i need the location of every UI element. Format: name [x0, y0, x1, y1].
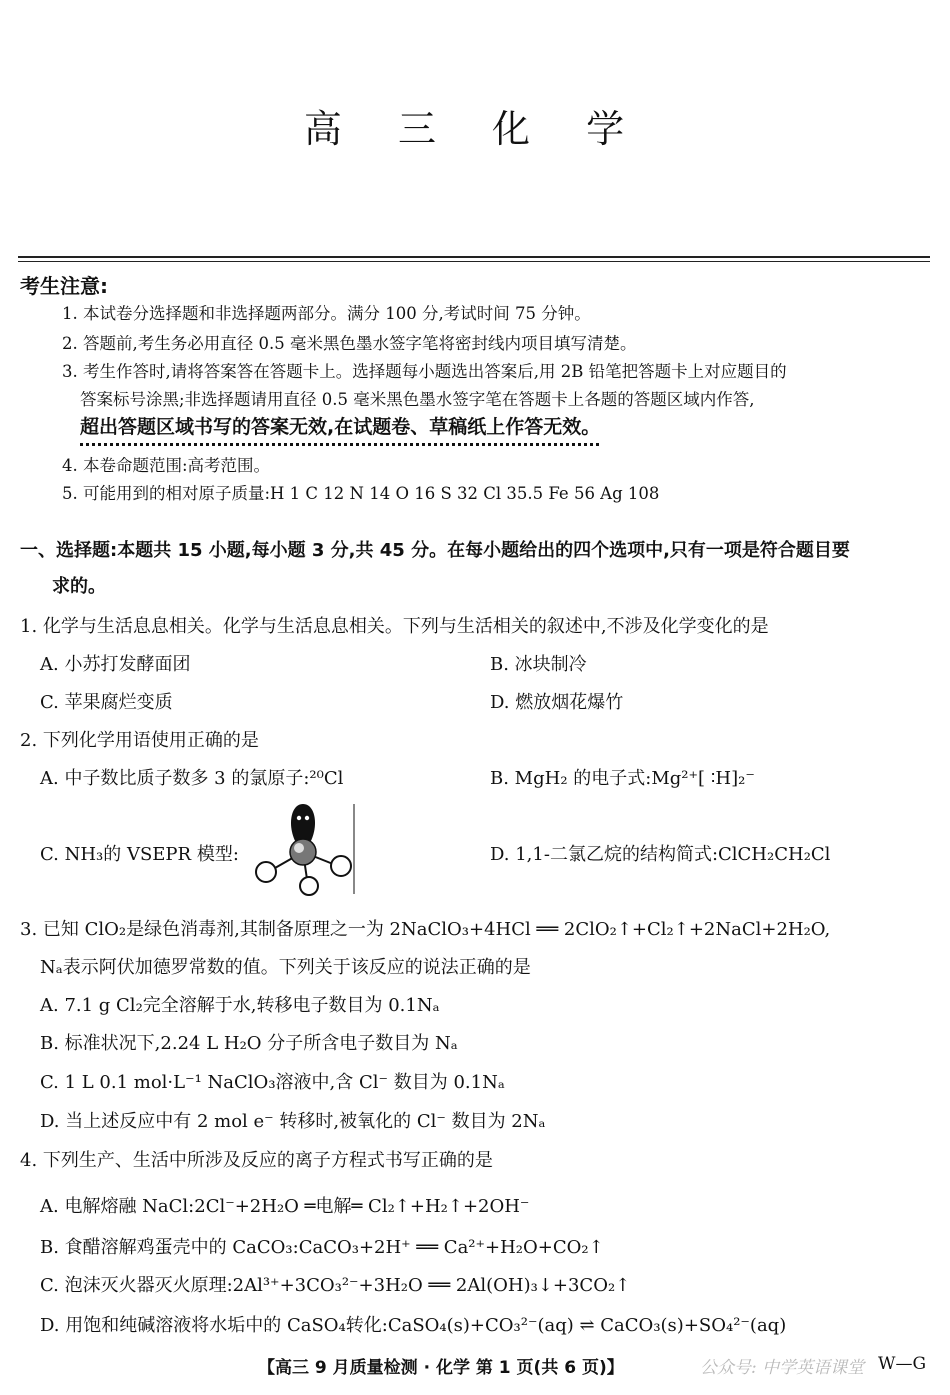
- notice-item-1: 1. 本试卷分选择题和非选择题两部分。满分 100 分,考试时间 75 分钟。: [62, 304, 591, 323]
- q3-option-c: C. 1 L 0.1 mol·L⁻¹ NaClO₃溶液中,含 Cl⁻ 数目为 0.1Nₐ: [40, 1072, 505, 1093]
- notice-item-4: 4. 本卷命题范围:高考范围。: [62, 456, 271, 475]
- q2-option-c: C. NH₃的 VSEPR 模型:: [40, 844, 239, 865]
- notice-emphasis: 超出答题区域书写的答案无效,在试题卷、草稿纸上作答无效。: [80, 416, 601, 438]
- q3-option-b: B. 标准状况下,2.24 L H₂O 分子所含电子数目为 Nₐ: [40, 1033, 458, 1054]
- q1-option-b: B. 冰块制冷: [490, 654, 587, 675]
- paper-code: W—G: [878, 1354, 927, 1374]
- notice-item-3: 3. 考生作答时,请将答案答在答题卡上。选择题每小题选出答案后,用 2B 铅笔把答题卡上对应题目的: [62, 362, 787, 381]
- section-heading-cont: 求的。: [52, 576, 106, 597]
- q1-option-c: C. 苹果腐烂变质: [40, 692, 173, 713]
- q2-option-b: B. MgH₂ 的电子式:Mg²⁺[ ∶H]₂⁻: [490, 768, 755, 789]
- vsepr-model-image: [250, 800, 356, 896]
- q2-option-a: A. 中子数比质子数多 3 的氯原子:²⁰Cl: [40, 768, 344, 789]
- q1-option-a: A. 小苏打发酵面团: [40, 654, 191, 675]
- q2-stem: 2. 下列化学用语使用正确的是: [20, 730, 259, 751]
- page-footer: 【高三 9 月质量检测 · 化学 第 1 页(共 6 页)】: [258, 1358, 624, 1378]
- watermark: 公众号: 中学英语课堂: [700, 1358, 865, 1378]
- q4-option-b: B. 食醋溶解鸡蛋壳中的 CaCO₃:CaCO₃+2H⁺ ══ Ca²⁺+H₂O+CO₂↑: [40, 1237, 604, 1258]
- q3-stem-line2: Nₐ表示阿伏加德罗常数的值。下列关于该反应的说法正确的是: [40, 957, 531, 978]
- q3-option-d: D. 当上述反应中有 2 mol e⁻ 转移时,被氧化的 Cl⁻ 数目为 2Nₐ: [40, 1111, 546, 1132]
- q2-option-d: D. 1,1-二氯乙烷的结构简式:ClCH₂CH₂Cl: [490, 844, 831, 865]
- q4-option-c: C. 泡沫灭火器灭火原理:2Al³⁺+3CO₃²⁻+3H₂O ══ 2Al(OH)₃↓+3CO₂↑: [40, 1275, 631, 1296]
- section-heading: 一、选择题:本题共 15 小题,每小题 3 分,共 45 分。在每小题给出的四个选项中,只有一项是符合题目要: [20, 540, 850, 561]
- q1-stem: 1. 化学与生活息息相关。化学与生活息息相关。下列与生活相关的叙述中,不涉及化学变化的是: [20, 616, 769, 637]
- q4-stem: 4. 下列生产、生活中所涉及反应的离子方程式书写正确的是: [20, 1150, 493, 1171]
- notice-item-5: 5. 可能用到的相对原子质量:H 1 C 12 N 14 O 16 S 32 Cl 35.5 Fe 56 Ag 108: [62, 484, 660, 503]
- q4-option-d: D. 用饱和纯碱溶液将水垢中的 CaSO₄转化:CaSO₄(s)+CO₃²⁻(aq) ⇌ CaCO₃(s)+SO₄²⁻(aq): [40, 1315, 787, 1336]
- q3-option-a: A. 7.1 g Cl₂完全溶解于水,转移电子数目为 0.1Nₐ: [40, 995, 440, 1016]
- notice-item-3-cont: 答案标号涂黑;非选择题请用直径 0.5 毫米黑色墨水签字笔在答题卡上各题的答题区域内作答,: [80, 390, 755, 409]
- notice-item-2: 2. 答题前,考生务必用直径 0.5 毫米黑色墨水签字笔将密封线内项目填写清楚。: [62, 334, 637, 353]
- divider-thick: [18, 256, 930, 258]
- q4-option-a: A. 电解熔融 NaCl:2Cl⁻+2H₂O ═电解═ Cl₂↑+H₂↑+2OH⁻: [40, 1196, 530, 1217]
- divider-thin: [18, 261, 930, 262]
- notice-heading: 考生注意:: [20, 274, 108, 298]
- q3-stem-line1: 3. 已知 ClO₂是绿色消毒剂,其制备原理之一为 2NaClO₃+4HCl ══ 2ClO₂↑+Cl₂↑+2NaCl+2H₂O,: [20, 919, 831, 940]
- page-title: 高 三 化 学: [303, 107, 647, 151]
- q1-option-d: D. 燃放烟花爆竹: [490, 692, 624, 713]
